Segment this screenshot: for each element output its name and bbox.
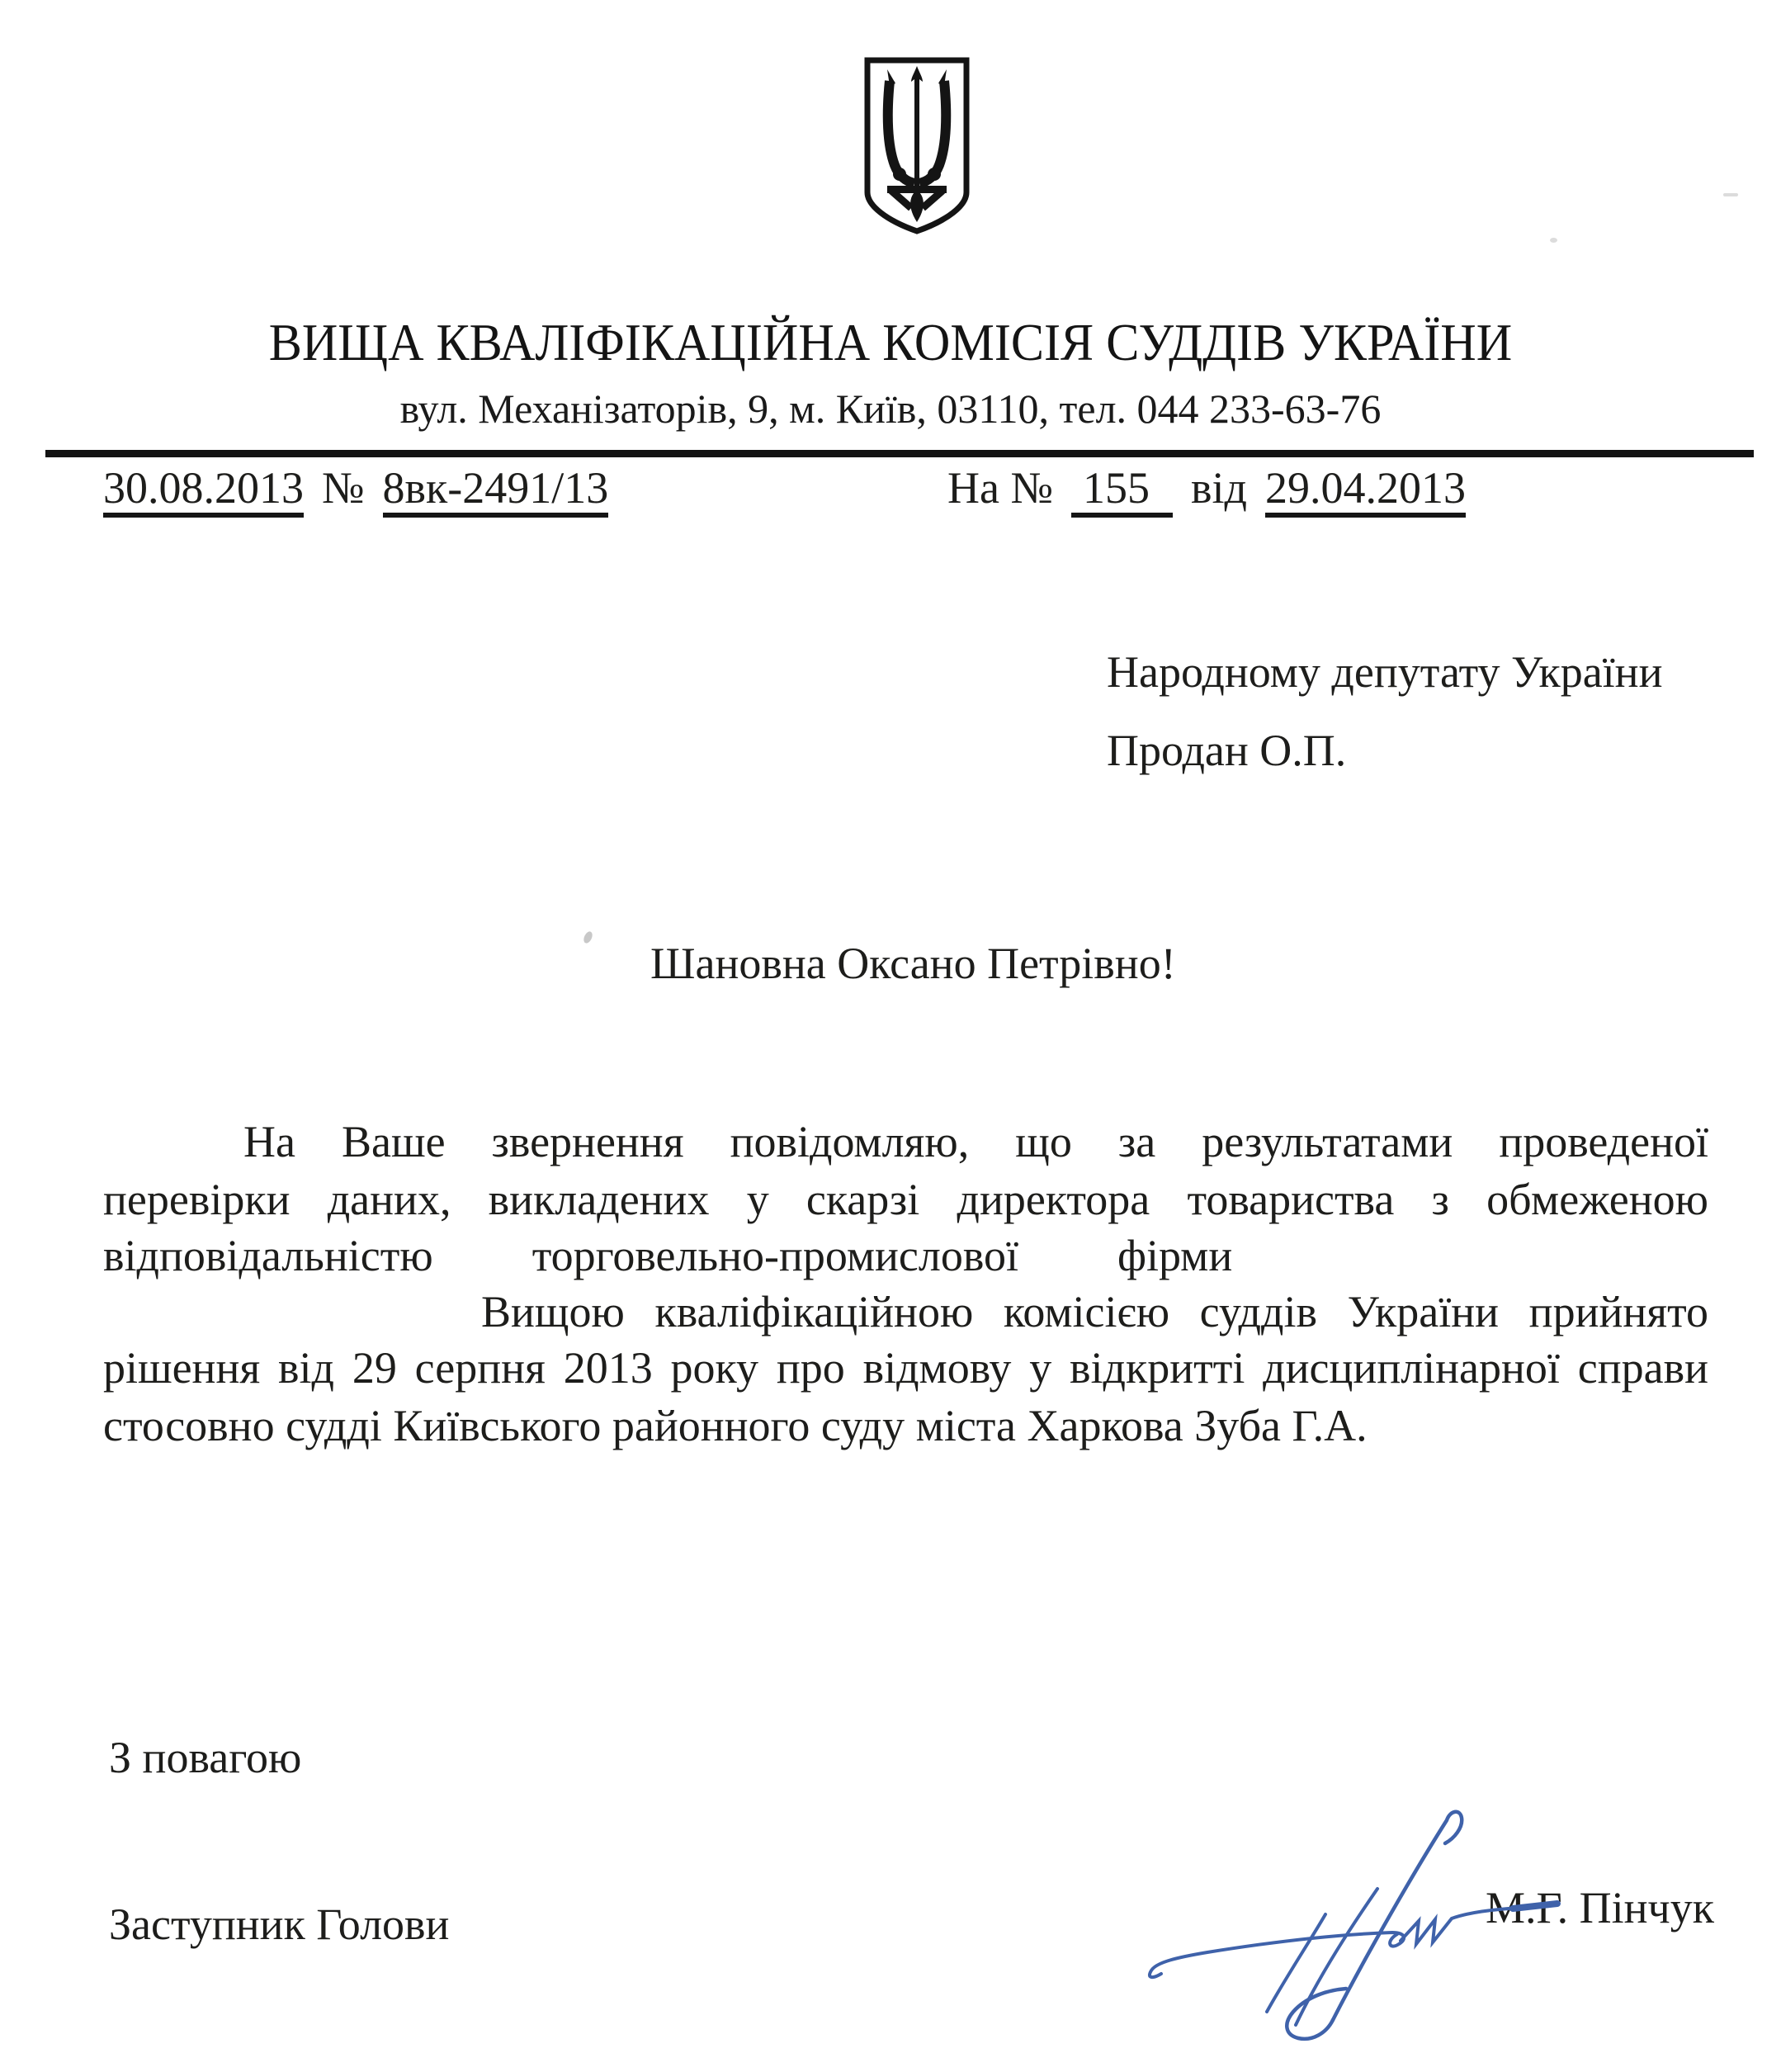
- body-word-vidpovidalnistiu: відповідальністю: [103, 1231, 433, 1280]
- scan-speck: [582, 930, 593, 944]
- closing-regards: З повагою: [109, 1733, 302, 1782]
- body-p1-line1: На Ваше звернення повідомляю, що за результатами проведеної: [243, 1117, 1708, 1166]
- body-word-torhovelno: торговельно-промислової: [531, 1231, 1018, 1280]
- handwritten-signature-icon: [1143, 1795, 1589, 2051]
- org-address: вул. Механізаторів, 9, м. Київ, 03110, тел. 044 233-63-76: [399, 386, 1382, 432]
- salutation: Шановна Оксано Петрівно!: [650, 939, 1176, 988]
- recipient-line-1: Народному депутату України: [1107, 647, 1663, 697]
- incoming-number: 155: [1071, 463, 1173, 518]
- signer-title: Заступник Голови: [109, 1899, 450, 1949]
- org-name: ВИЩА КВАЛІФІКАЦІЙНА КОМІСІЯ СУДДІВ УКРАЇНИ: [268, 313, 1513, 371]
- recipient-line-2: Продан О.П.: [1107, 726, 1347, 775]
- body-word-firmy: фірми: [1117, 1231, 1233, 1280]
- ukraine-trident-emblem-icon: [860, 56, 974, 236]
- signer-name: М.Г. Пінчук: [1486, 1883, 1714, 1932]
- incoming-reference: [947, 462, 1466, 513]
- number-sign: №: [322, 463, 365, 513]
- letterhead-divider: [45, 450, 1754, 457]
- scan-speck: [1723, 193, 1738, 196]
- body-p2-line3: стосовно судді Київського районного суду міста Харкова Зуба Г.А.: [103, 1401, 1368, 1450]
- incoming-word-vid: від: [1191, 463, 1247, 513]
- outgoing-date: 30.08.2013: [103, 463, 304, 518]
- body-p2-line1: Вищою кваліфікаційною комісією суддів України прийнято: [481, 1287, 1708, 1336]
- body-p1-line2: перевірки даних, викладених у скарзі директора товариства з обмеженою: [103, 1175, 1708, 1224]
- body-p1-line3: [103, 1228, 1708, 1283]
- body-p2-line2: рішення від 29 серпня 2013 року про відмову у відкритті дисциплінарної справи: [103, 1343, 1708, 1393]
- incoming-prefix: На №: [947, 463, 1053, 513]
- incoming-date: 29.04.2013: [1265, 463, 1466, 518]
- outgoing-reference: [103, 462, 608, 513]
- outgoing-number: 8вк-2491/13: [383, 463, 609, 518]
- scan-speck: [1550, 238, 1557, 243]
